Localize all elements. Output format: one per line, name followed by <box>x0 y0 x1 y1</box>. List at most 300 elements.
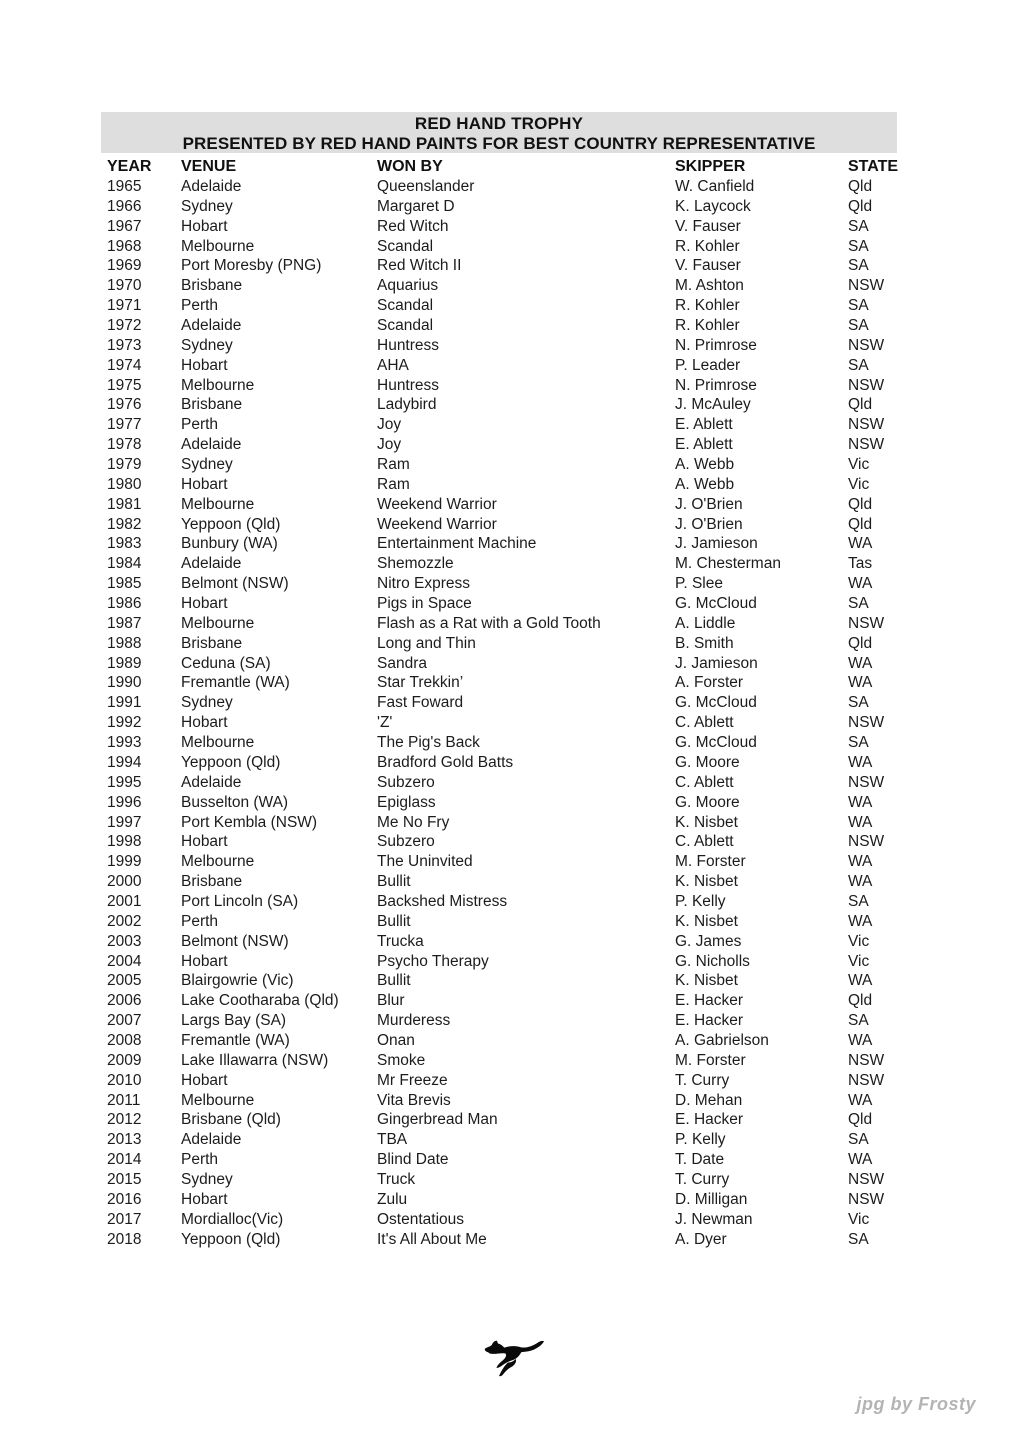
table-cell: Melbourne <box>181 853 255 871</box>
table-cell: A. Liddle <box>675 614 736 632</box>
table-cell: 2000 <box>107 873 142 891</box>
column-header: WON BY <box>377 157 443 175</box>
table-cell: 1997 <box>107 813 142 831</box>
table-cell: 1983 <box>107 535 142 553</box>
table-cell: R. Kohler <box>675 317 740 335</box>
table-cell: G. McCloud <box>675 694 757 712</box>
table-cell: NSW <box>848 436 885 454</box>
table-row <box>107 614 917 634</box>
table-row <box>107 276 917 296</box>
table-row <box>107 813 917 833</box>
table-cell: 1986 <box>107 595 142 613</box>
table-cell: Hobart <box>181 833 228 851</box>
table-cell: Margaret D <box>377 197 455 215</box>
table-cell: Pigs in Space <box>377 595 472 613</box>
table-cell: Subzero <box>377 773 435 791</box>
table-cell: Scandal <box>377 237 434 255</box>
table-cell: 2001 <box>107 892 142 910</box>
table-cell: Qld <box>848 396 873 414</box>
table-cell: 1991 <box>107 694 142 712</box>
table-cell: Brisbane <box>181 277 243 295</box>
table-cell: 2009 <box>107 1051 142 1069</box>
table-cell: NSW <box>848 336 885 354</box>
table-cell: 1993 <box>107 734 142 752</box>
table-cell: SA <box>848 257 869 275</box>
table-cell: 1967 <box>107 217 142 235</box>
table-cell: WA <box>848 1151 873 1169</box>
table-cell: WA <box>848 654 873 672</box>
table-row <box>107 594 917 614</box>
table-cell: Perth <box>181 912 219 930</box>
table-cell: Melbourne <box>181 376 255 394</box>
table-cell: Star Trekkin’ <box>377 674 464 692</box>
table-cell: P. Kelly <box>675 892 726 910</box>
table-row <box>107 872 917 892</box>
table-cell: Busselton (WA) <box>181 793 289 811</box>
table-cell: Blur <box>377 992 405 1010</box>
table-cell: Melbourne <box>181 495 255 513</box>
table-cell: Me No Fry <box>377 813 450 831</box>
table-row <box>107 415 917 435</box>
table-cell: 1992 <box>107 714 142 732</box>
table-cell: D. Mehan <box>675 1091 743 1109</box>
table-cell: 1977 <box>107 416 142 434</box>
table-cell: W. Canfield <box>675 178 755 195</box>
table-row <box>107 654 917 674</box>
table-cell: WA <box>848 535 873 553</box>
table-cell: Red Witch II <box>377 257 462 275</box>
table-cell: Belmont (NSW) <box>181 575 289 593</box>
table-cell: Tas <box>848 555 873 573</box>
table-cell: Yeppoon (Qld) <box>181 1230 281 1248</box>
table-row <box>107 971 917 991</box>
table-cell: Joy <box>377 436 402 454</box>
table-cell: Epiglass <box>377 793 436 811</box>
table-cell: R. Kohler <box>675 237 740 255</box>
table-cell: Entertainment Machine <box>377 535 537 553</box>
table-row <box>107 296 917 316</box>
table-row <box>107 1130 917 1150</box>
table-cell: D. Milligan <box>675 1190 748 1208</box>
table-cell: Melbourne <box>181 237 255 255</box>
table-cell: 2010 <box>107 1071 142 1089</box>
table-cell: Perth <box>181 416 219 434</box>
table-cell: Blairgowrie (Vic) <box>181 972 294 990</box>
table-cell: A. Forster <box>675 674 744 692</box>
table-row <box>107 1051 917 1071</box>
table-cell: M. Ashton <box>675 277 744 295</box>
table-cell: Yeppoon (Qld) <box>181 515 281 533</box>
table-cell: Psycho Therapy <box>377 952 489 970</box>
table-cell: 1968 <box>107 237 142 255</box>
table-cell: Port Kembla (NSW) <box>181 813 318 831</box>
table-cell: NSW <box>848 416 885 434</box>
table-row <box>107 1071 917 1091</box>
table-cell: NSW <box>848 773 885 791</box>
table-row <box>107 1150 917 1170</box>
table-cell: SA <box>848 317 869 335</box>
table-cell: Fast Foward <box>377 694 464 712</box>
table-cell: Adelaide <box>181 178 242 195</box>
table-cell: Fremantle (WA) <box>181 1031 290 1049</box>
table-cell: 2004 <box>107 952 142 970</box>
table-cell: SA <box>848 1230 869 1248</box>
table-cell: V. Fauser <box>675 217 741 235</box>
table-cell: SA <box>848 217 869 235</box>
table-cell: E. Ablett <box>675 436 733 454</box>
table-cell: J. McAuley <box>675 396 751 414</box>
table-cell: E. Hacker <box>675 1111 744 1129</box>
table-cell: 1974 <box>107 356 142 374</box>
table-cell: Lake Cootharaba (Qld) <box>181 992 339 1010</box>
table-cell: 1990 <box>107 674 142 692</box>
table-cell: WA <box>848 972 873 990</box>
table-row <box>107 495 917 515</box>
table-cell: 1985 <box>107 575 142 593</box>
table-cell: Weekend Warrior <box>377 515 497 533</box>
table-cell: C. Ablett <box>675 714 734 732</box>
table-cell: WA <box>848 793 873 811</box>
table-cell: NSW <box>848 614 885 632</box>
table-row <box>107 753 917 773</box>
table-row <box>107 356 917 376</box>
table-cell: G. Moore <box>675 793 740 811</box>
table-cell: T. Curry <box>675 1071 730 1089</box>
table-row <box>107 237 917 257</box>
table-cell: V. Fauser <box>675 257 741 275</box>
table-row <box>107 534 917 554</box>
table-cell: Ram <box>377 475 410 493</box>
table-cell: SA <box>848 694 869 712</box>
table-cell: Hobart <box>181 1071 228 1089</box>
table-cell: Qld <box>848 495 873 513</box>
table-cell: Qld <box>848 992 873 1010</box>
table-cell: Qld <box>848 178 873 195</box>
table-cell: SA <box>848 595 869 613</box>
table-cell: WA <box>848 753 873 771</box>
table-cell: Sydney <box>181 456 233 474</box>
table-row <box>107 793 917 813</box>
table-cell: Ram <box>377 456 410 474</box>
table-cell: NSW <box>848 1170 885 1188</box>
table-cell: Flash as a Rat with a Gold Tooth <box>377 614 601 632</box>
table-cell: WA <box>848 1091 873 1109</box>
table-cell: 2014 <box>107 1151 142 1169</box>
table-cell: 1969 <box>107 257 142 275</box>
table-row <box>107 634 917 654</box>
column-header: YEAR <box>107 157 152 175</box>
table-cell: P. Kelly <box>675 1131 726 1149</box>
table-row <box>107 892 917 912</box>
table-cell: M. Chesterman <box>675 555 781 573</box>
table-row <box>107 217 917 237</box>
table-cell: 1996 <box>107 793 142 811</box>
table-cell: 2013 <box>107 1131 142 1149</box>
table-cell: Long and Thin <box>377 634 476 652</box>
table-cell: E. Ablett <box>675 416 733 434</box>
table-cell: T. Date <box>675 1151 725 1169</box>
table-cell: SA <box>848 734 869 752</box>
table-cell: The Uninvited <box>377 853 473 871</box>
table-cell: M. Forster <box>675 853 746 871</box>
table-cell: 1978 <box>107 436 142 454</box>
table-cell: 1984 <box>107 555 142 573</box>
table-row <box>107 1210 917 1230</box>
table-cell: Hobart <box>181 952 228 970</box>
table-cell: G. James <box>675 932 742 950</box>
table-cell: Adelaide <box>181 317 242 335</box>
table-cell: Sydney <box>181 1170 233 1188</box>
table-cell: WA <box>848 873 873 891</box>
table-cell: A. Dyer <box>675 1230 727 1248</box>
table-row <box>107 177 917 197</box>
table-row <box>107 554 917 574</box>
table-cell: E. Hacker <box>675 992 744 1010</box>
table-cell: Vic <box>848 1210 870 1228</box>
table-row <box>107 1110 917 1130</box>
table-cell: Melbourne <box>181 1091 255 1109</box>
table-cell: 2002 <box>107 912 142 930</box>
table-cell: B. Smith <box>675 634 734 652</box>
title-band <box>101 112 897 153</box>
table-cell: Port Moresby (PNG) <box>181 257 322 275</box>
table-cell: Bullit <box>377 972 411 990</box>
table-cell: 2006 <box>107 992 142 1010</box>
table-cell: J. Jamieson <box>675 654 758 672</box>
table-cell: Vic <box>848 952 870 970</box>
table-cell: K. Nisbet <box>675 972 738 990</box>
table-cell: Subzero <box>377 833 435 851</box>
table-cell: G. McCloud <box>675 595 757 613</box>
table-cell: SA <box>848 297 869 315</box>
table-cell: 1980 <box>107 475 142 493</box>
table-cell: WA <box>848 575 873 593</box>
table-cell: Backshed Mistress <box>377 892 508 910</box>
table-cell: NSW <box>848 714 885 732</box>
table-row <box>107 673 917 693</box>
table-cell: 2007 <box>107 1012 142 1030</box>
table-cell: G. Moore <box>675 753 740 771</box>
table-cell: Sandra <box>377 654 427 672</box>
table-cell: Yeppoon (Qld) <box>181 753 281 771</box>
table-cell: Gingerbread Man <box>377 1111 498 1129</box>
table-cell: Sydney <box>181 694 233 712</box>
table-cell: 1999 <box>107 853 142 871</box>
table-cell: T. Curry <box>675 1170 730 1188</box>
table-cell: 2003 <box>107 932 142 950</box>
table-cell: C. Ablett <box>675 833 734 851</box>
table-cell: SA <box>848 1131 869 1149</box>
table-cell: P. Slee <box>675 575 723 593</box>
table-cell: The Pig's Back <box>377 734 480 752</box>
table-cell: 1976 <box>107 396 142 414</box>
table-row <box>107 1230 917 1250</box>
table-cell: 2005 <box>107 972 142 990</box>
table-row <box>107 1091 917 1111</box>
table-cell: Qld <box>848 515 873 533</box>
table-cell: Weekend Warrior <box>377 495 497 513</box>
table-cell: 'Z' <box>377 714 393 732</box>
table-cell: Qld <box>848 634 873 652</box>
table-cell: 2016 <box>107 1190 142 1208</box>
table-cell: Red Witch <box>377 217 449 235</box>
table-cell: 1998 <box>107 833 142 851</box>
table-row <box>107 713 917 733</box>
table-row <box>107 376 917 396</box>
table-cell: K. Nisbet <box>675 912 738 930</box>
table-cell: Brisbane (Qld) <box>181 1111 281 1129</box>
table-cell: Vita Brevis <box>377 1091 451 1109</box>
table-cell: Bullit <box>377 873 411 891</box>
table-cell: Adelaide <box>181 436 242 454</box>
table-cell: TBA <box>377 1131 408 1149</box>
table-cell: NSW <box>848 376 885 394</box>
table-cell: Hobart <box>181 1190 228 1208</box>
table-cell: SA <box>848 356 869 374</box>
table-cell: G. McCloud <box>675 734 757 752</box>
table-cell: Qld <box>848 1111 873 1129</box>
table-cell: WA <box>848 912 873 930</box>
table-row <box>107 912 917 932</box>
table-cell: 2011 <box>107 1091 141 1109</box>
table-cell: J. O'Brien <box>675 515 743 533</box>
table-cell: Zulu <box>377 1190 408 1208</box>
table-cell: Mordialloc(Vic) <box>181 1210 284 1228</box>
table-cell: J. Newman <box>675 1210 753 1228</box>
table-cell: 2018 <box>107 1230 142 1248</box>
table-cell: K. Laycock <box>675 197 751 215</box>
table-cell: NSW <box>848 1190 885 1208</box>
table-cell: 1987 <box>107 614 142 632</box>
table-cell: AHA <box>377 356 409 374</box>
table-cell: M. Forster <box>675 1051 746 1069</box>
table-cell: 2008 <box>107 1031 142 1049</box>
table-cell: 1966 <box>107 197 142 215</box>
table-cell: G. Nicholls <box>675 952 750 970</box>
table-cell: 1994 <box>107 753 142 771</box>
table-cell: Hobart <box>181 714 228 732</box>
table-cell: C. Ablett <box>675 773 734 791</box>
table-cell: SA <box>848 237 869 255</box>
table-cell: Onan <box>377 1031 415 1049</box>
table-cell: SA <box>848 892 869 910</box>
table-cell: E. Hacker <box>675 1012 744 1030</box>
column-header: VENUE <box>181 157 237 175</box>
table-cell: Hobart <box>181 475 228 493</box>
table-cell: 1982 <box>107 515 142 533</box>
table-cell: A. Webb <box>675 456 735 474</box>
table-row <box>107 316 917 336</box>
table-cell: A. Gabrielson <box>675 1031 769 1049</box>
table-cell: WA <box>848 1031 873 1049</box>
table-row <box>107 1170 917 1190</box>
table-cell: WA <box>848 674 873 692</box>
table-row <box>107 475 917 495</box>
table-cell: It's All About Me <box>377 1230 487 1248</box>
table-cell: Trucka <box>377 932 424 950</box>
table-cell: Hobart <box>181 217 228 235</box>
table-cell: NSW <box>848 1051 885 1069</box>
table-cell: 2012 <box>107 1111 142 1129</box>
table-row <box>107 733 917 753</box>
table-cell: J. Jamieson <box>675 535 758 553</box>
table-cell: Huntress <box>377 376 440 394</box>
table-cell: Vic <box>848 932 870 950</box>
table-cell: NSW <box>848 833 885 851</box>
table-cell: K. Nisbet <box>675 813 738 831</box>
table-cell: K. Nisbet <box>675 873 738 891</box>
table-cell: Hobart <box>181 595 228 613</box>
table-header-row <box>107 156 917 177</box>
table-cell: J. O'Brien <box>675 495 743 513</box>
table-cell: NSW <box>848 1071 885 1089</box>
table-cell: 1970 <box>107 277 142 295</box>
table-row <box>107 1011 917 1031</box>
table-cell: Adelaide <box>181 555 242 573</box>
table-cell: Bunbury (WA) <box>181 535 278 553</box>
table-row <box>107 952 917 972</box>
table-cell: Melbourne <box>181 734 255 752</box>
document-subtitle: PRESENTED BY RED HAND PAINTS FOR BEST COUNTRY REPRESENTATIVE <box>182 134 816 153</box>
table-cell: N. Primrose <box>675 336 757 354</box>
table-row <box>107 832 917 852</box>
table-cell: Melbourne <box>181 614 255 632</box>
table-cell: Fremantle (WA) <box>181 674 290 692</box>
table-cell: Ostentatious <box>377 1210 465 1228</box>
table-cell: Bradford Gold Batts <box>377 753 514 771</box>
table-cell: Perth <box>181 297 219 315</box>
table-cell: Scandal <box>377 297 434 315</box>
document-title: RED HAND TROPHY <box>414 114 584 133</box>
table-cell: 1971 <box>107 297 142 315</box>
table-cell: Nitro Express <box>377 575 471 593</box>
table-row <box>107 991 917 1011</box>
watermark-text: jpg by Frosty <box>856 1394 976 1414</box>
table-cell: 1995 <box>107 773 142 791</box>
table-cell: 1989 <box>107 654 142 672</box>
table-row <box>107 455 917 475</box>
table-row <box>107 932 917 952</box>
table-cell: Truck <box>377 1170 416 1188</box>
table-row <box>107 197 917 217</box>
table-row <box>107 574 917 594</box>
table-row <box>107 395 917 415</box>
table-cell: WA <box>848 853 873 871</box>
table-cell: Vic <box>848 475 870 493</box>
table-row <box>107 336 917 356</box>
table-cell: P. Leader <box>675 356 741 374</box>
table-row <box>107 515 917 535</box>
table-row <box>107 693 917 713</box>
table-cell: Smoke <box>377 1051 426 1069</box>
table-cell: Port Lincoln (SA) <box>181 892 299 910</box>
table-row <box>107 773 917 793</box>
table-cell: Belmont (NSW) <box>181 932 289 950</box>
table-cell: Perth <box>181 1151 219 1169</box>
table-cell: A. Webb <box>675 475 735 493</box>
table-cell: R. Kohler <box>675 297 740 315</box>
table-cell: Scandal <box>377 317 434 335</box>
table-cell: Vic <box>848 456 870 474</box>
table-cell: Ceduna (SA) <box>181 654 271 672</box>
table-cell: Brisbane <box>181 873 243 891</box>
table-cell: 1988 <box>107 634 142 652</box>
table-cell: Ladybird <box>377 396 437 414</box>
table-cell: Shemozzle <box>377 555 454 573</box>
table-cell: 2017 <box>107 1210 142 1228</box>
column-header: STATE <box>848 157 899 175</box>
table-cell: SA <box>848 1012 869 1030</box>
